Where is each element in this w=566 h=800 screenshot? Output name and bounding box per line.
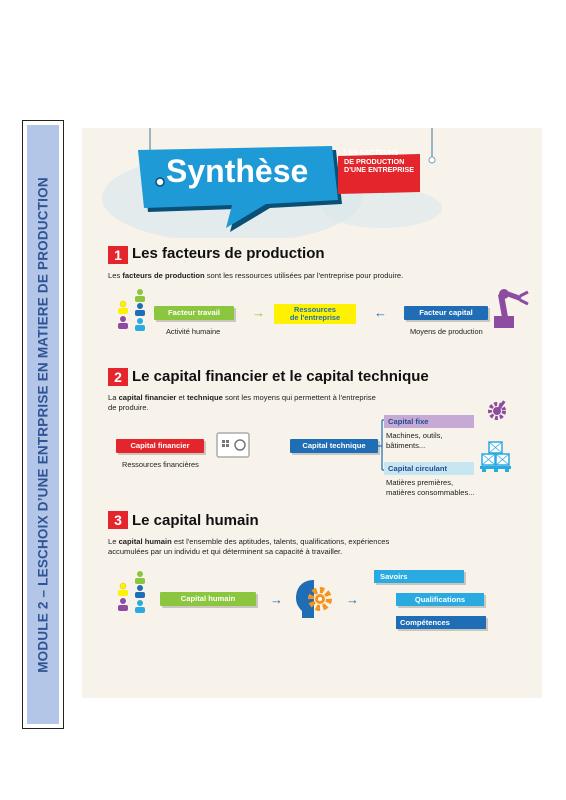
text: Machines, outils, <box>386 431 443 440</box>
text: de produire. <box>108 403 149 412</box>
facteur-capital-label: Facteur capital <box>404 306 488 320</box>
ressources-line: de l'entreprise <box>289 313 341 322</box>
arrow-left-icon: ← <box>374 305 387 320</box>
module-sidebar-band <box>27 125 59 724</box>
capital-fixe-description <box>386 431 443 451</box>
banner-subtitle-line: D'UNE ENTREPRISE <box>344 165 415 174</box>
people-icon <box>114 570 154 614</box>
ressources-line: Ressources <box>294 305 336 314</box>
banner-subtitle <box>344 149 414 175</box>
capital-fixe-label: Capital fixe <box>384 415 474 428</box>
text: et <box>176 393 187 402</box>
text-bold: capital humain <box>118 537 172 546</box>
gear-wrench-icon <box>484 398 510 424</box>
text: La <box>108 393 119 402</box>
section-2-title: Le capital financier et le capital technique <box>132 368 429 385</box>
section-2-number: 2 <box>108 368 128 386</box>
text: Le <box>108 537 119 546</box>
competences-label: Compétences <box>396 616 486 629</box>
text: sont les moyens qui permettent à l'entreprise <box>222 393 376 402</box>
section-2-definition <box>108 393 398 413</box>
capital-financier-label: Capital financier <box>116 439 204 453</box>
ressources-entreprise-box <box>274 304 356 324</box>
capital-technique-label: Capital technique <box>290 439 378 453</box>
moyens-production-caption: Moyens de production <box>410 327 483 336</box>
capital-circulant-label: Capital circulant <box>384 462 474 475</box>
arrow-right-icon: → <box>252 305 265 320</box>
arrow-right-icon: → <box>346 592 359 607</box>
text: Les <box>108 271 123 280</box>
text-bold: capital financier <box>118 393 177 402</box>
section-1-number: 1 <box>108 246 128 264</box>
capital-circulant-description <box>386 478 475 498</box>
banner-subtitle-line: DE PRODUCTION <box>344 156 405 166</box>
savoirs-label: Savoirs <box>374 570 464 583</box>
banner-title: Synthèse <box>166 153 309 189</box>
facteur-travail-label: Facteur travail <box>154 306 234 320</box>
robot-arm-icon <box>480 280 532 330</box>
text: sont les ressources utilisées par l'entreprise pour produire. <box>204 271 404 280</box>
people-icon <box>114 288 154 332</box>
head-gear-icon <box>294 578 338 620</box>
module-sidebar <box>22 120 64 729</box>
text: est l'ensemble des aptitudes, talents, qualifications, expériences <box>171 537 390 546</box>
safe-icon <box>216 432 250 458</box>
activite-humaine-caption: Activité humaine <box>166 327 221 336</box>
section-1-definition <box>108 271 403 281</box>
section-3-number: 3 <box>108 511 128 529</box>
banner-subtitle-line: LES FACTEURS <box>344 148 399 157</box>
synthese-card <box>82 128 542 698</box>
text: bâtiments... <box>386 441 426 450</box>
ressources-financieres-caption: Ressources financières <box>122 460 199 469</box>
section-1-title: Les facteurs de production <box>132 245 325 262</box>
text: accumulées par un individu et qui déterminent sa capacité à travailler. <box>108 547 343 556</box>
text-bold: facteurs de production <box>122 271 205 280</box>
module-title: MODULE 2 – LESCHOIX D’UNE ENTRPRISE EN MATIERE DE PRODUCTION <box>35 176 51 673</box>
pallet-boxes-icon <box>478 440 514 474</box>
text-bold: technique <box>186 393 223 402</box>
text: matières consommables... <box>386 488 475 497</box>
section-3-definition <box>108 537 389 557</box>
text: Matières premières, <box>386 478 454 487</box>
section-3-title: Le capital humain <box>132 512 259 529</box>
qualifications-label: Qualifications <box>396 593 484 606</box>
arrow-right-icon: → <box>270 592 283 607</box>
capital-humain-label: Capital humain <box>160 592 256 606</box>
